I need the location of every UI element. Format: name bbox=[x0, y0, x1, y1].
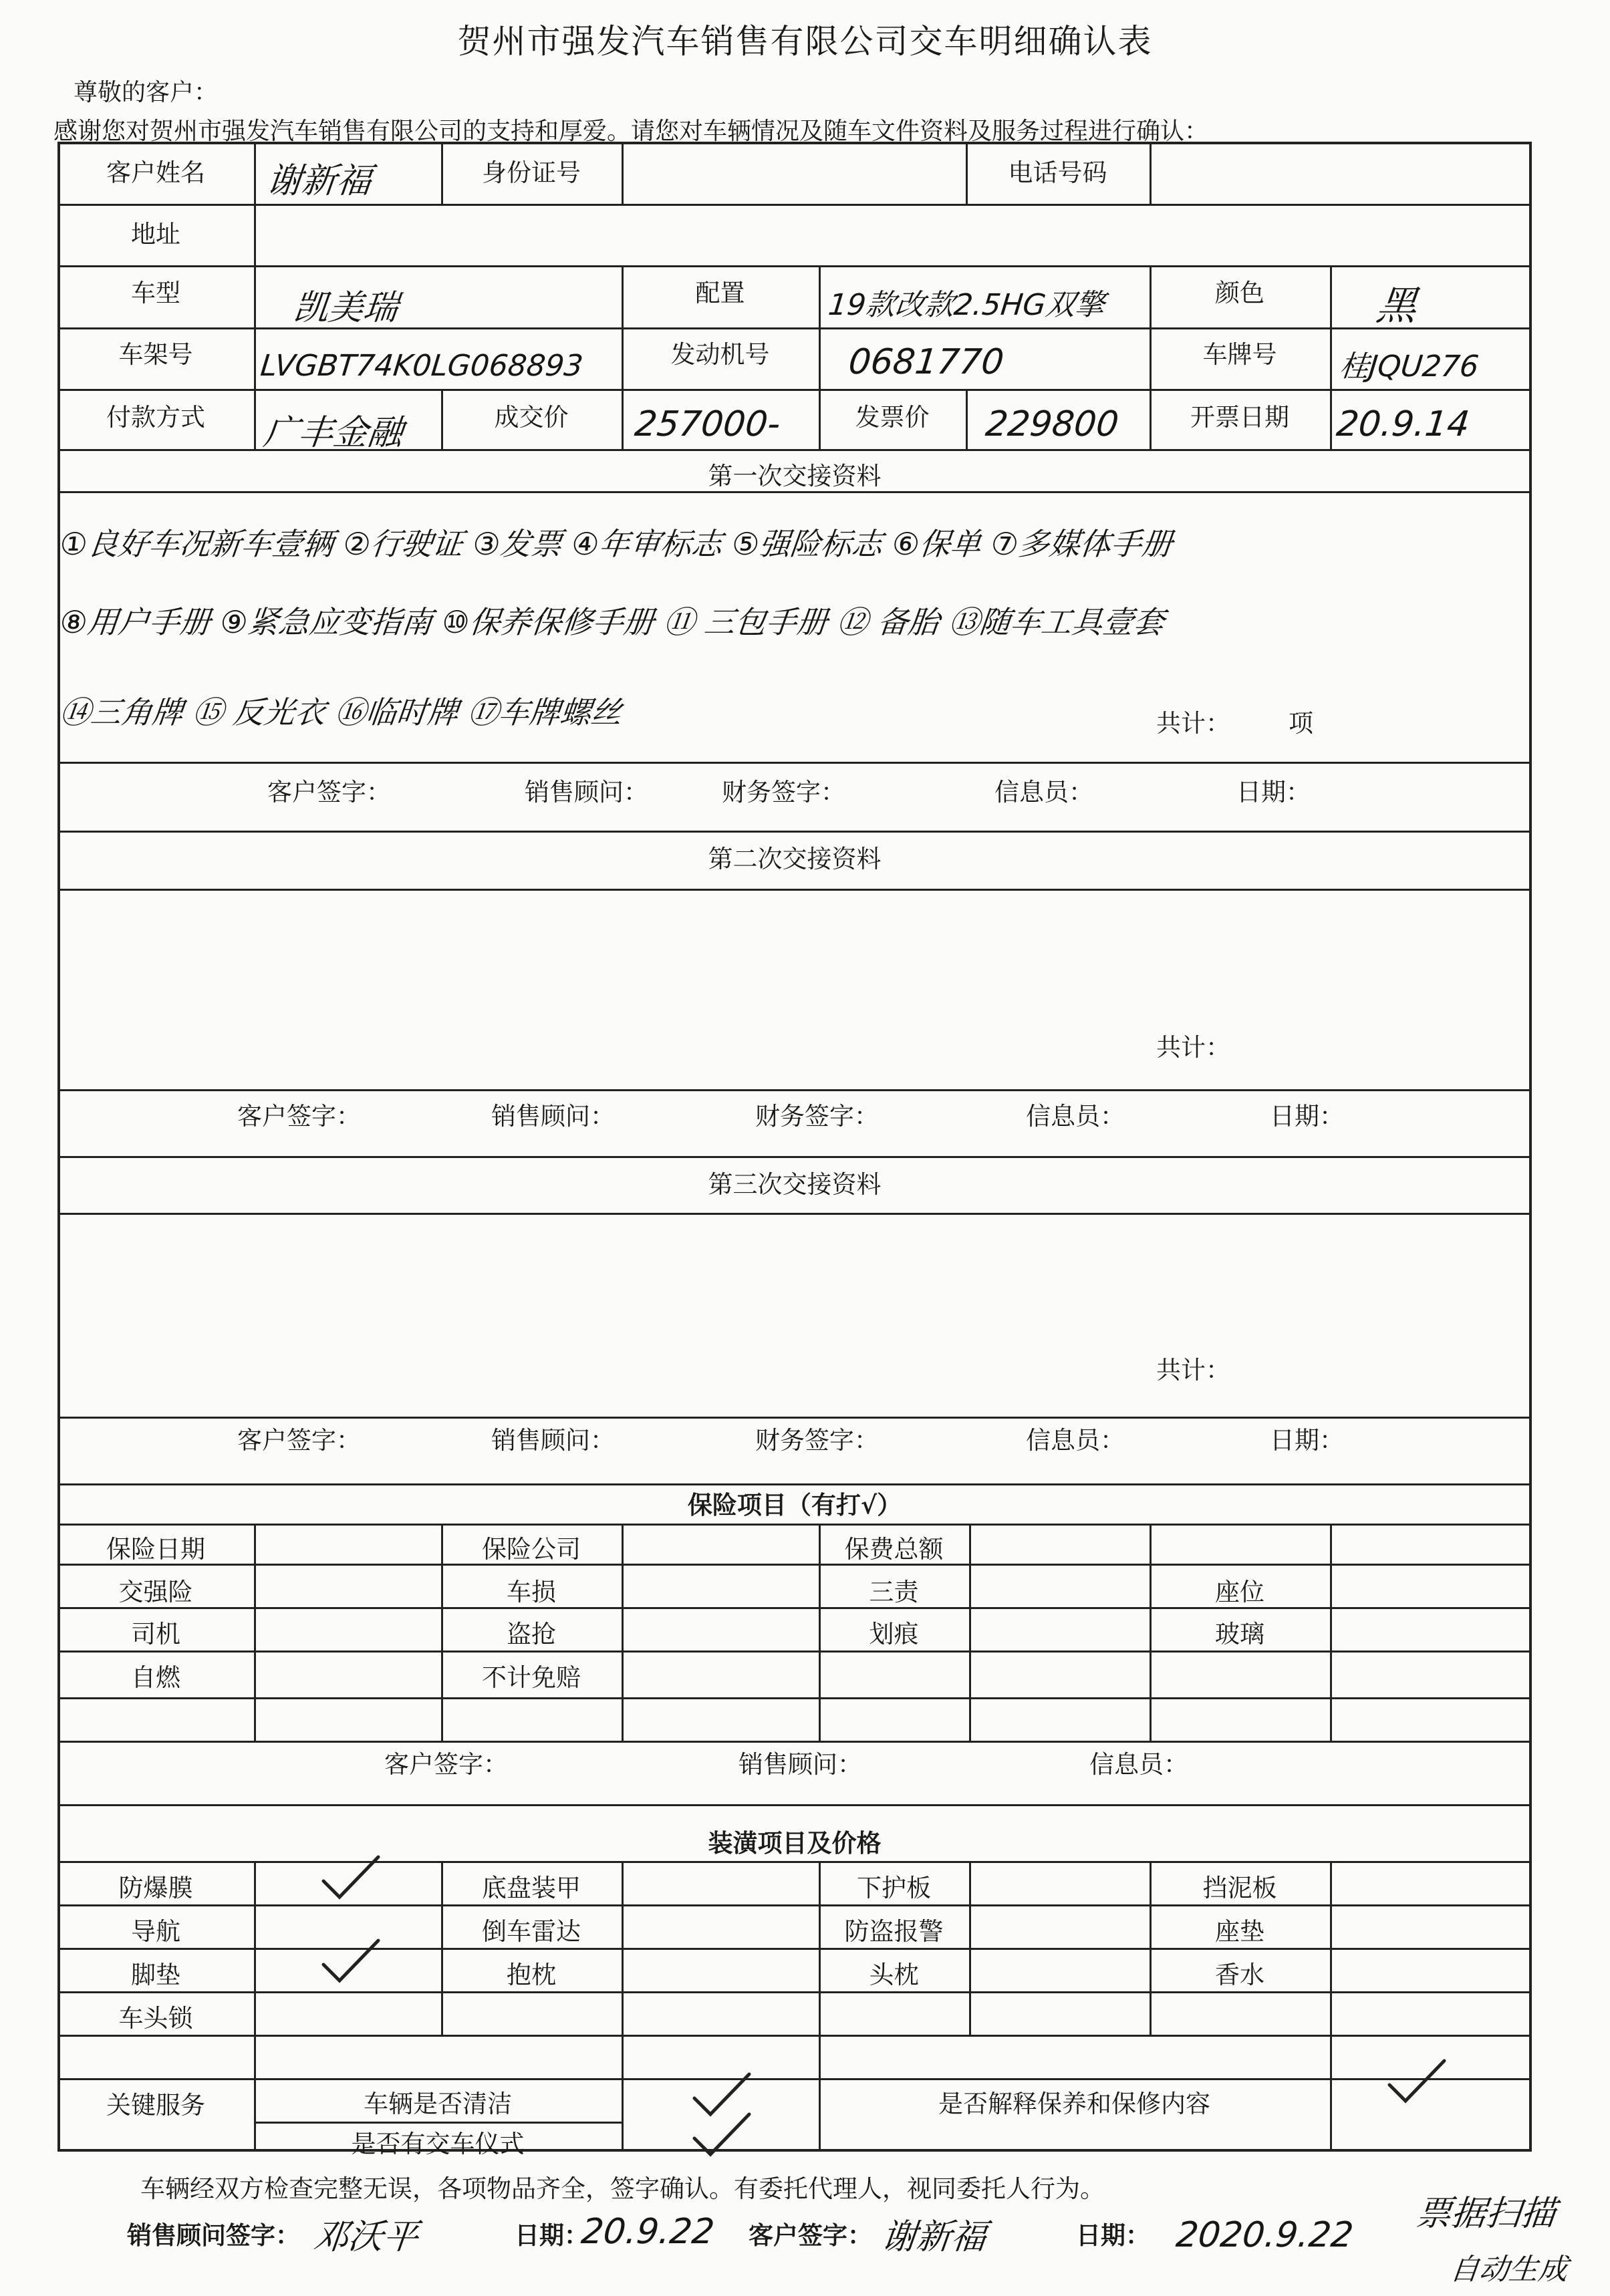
invoice-date-value: 20.9.14 bbox=[1334, 404, 1472, 444]
insurance-item: 盗抢 bbox=[507, 1620, 556, 1648]
engine-label: 发动机号 bbox=[670, 340, 770, 369]
deal-price-value: 257000- bbox=[632, 404, 783, 444]
insurance-sig-sales: 销售顾问： bbox=[739, 1750, 862, 1779]
vin-value: LVGBT74K0LG068893 bbox=[259, 349, 585, 383]
handover1-line3: ⑭三角牌 ⑮ 反光衣 ⑯临时牌 ⑰车牌螺丝 bbox=[57, 694, 624, 730]
customer-name-value: 谢新福 bbox=[265, 161, 374, 201]
handover1-sig-info: 信息员： bbox=[994, 778, 1093, 807]
document-title: 贺州市强发汽车销售有限公司交车明细确认表 bbox=[457, 22, 1153, 61]
greeting: 尊敬的客户： bbox=[74, 79, 219, 106]
handover3-sig-finance: 财务签字： bbox=[755, 1426, 879, 1455]
decoration-item: 下护板 bbox=[857, 1874, 931, 1902]
config-value: 19款改款2.5HG双擎 bbox=[826, 288, 1107, 322]
handover2-total-label: 共计： bbox=[1156, 1033, 1230, 1062]
insurance-item: 交强险 bbox=[118, 1578, 193, 1606]
plate-value: 桂JQU276 bbox=[1337, 349, 1481, 384]
handover1-total-unit: 项 bbox=[1289, 709, 1313, 738]
decoration-item: 底盘装甲 bbox=[482, 1874, 581, 1902]
decoration-item: 座垫 bbox=[1215, 1917, 1264, 1946]
check-mark-icon bbox=[692, 2112, 752, 2158]
sales-signature-label: 销售顾问签字： bbox=[127, 2220, 300, 2250]
decoration-item: 倒车雷达 bbox=[482, 1917, 581, 1946]
engine-value: 0681770 bbox=[846, 342, 1006, 382]
insurance-item: 车损 bbox=[507, 1578, 556, 1606]
handover1-sig-customer: 客户签字： bbox=[267, 778, 391, 807]
handover1-sig-finance: 财务签字： bbox=[722, 778, 845, 807]
customer-signature-label: 客户签字： bbox=[749, 2220, 872, 2250]
footer-date-label-2: 日期： bbox=[1076, 2220, 1150, 2250]
handover1-line1: ①良好车况新车壹辆 ②行驶证 ③发票 ④年审标志 ⑤强险标志 ⑥保单 ⑦多媒体手册 bbox=[57, 526, 1174, 562]
handover1-sig-date: 日期： bbox=[1236, 778, 1311, 807]
id-label: 身份证号 bbox=[482, 158, 581, 187]
service-clean-question: 车辆是否清洁 bbox=[364, 2090, 512, 2118]
color-label: 颜色 bbox=[1215, 279, 1264, 307]
check-mark-icon bbox=[321, 1854, 381, 1901]
footer-date-label-1: 日期： bbox=[515, 2220, 589, 2250]
footer-statement: 车辆经双方检查完整无误，各项物品齐全，签字确认。有委托代理人，视同委托人行为。 bbox=[140, 2174, 1105, 2203]
plate-label: 车牌号 bbox=[1202, 340, 1277, 369]
handover1-title: 第一次交接资料 bbox=[708, 462, 882, 490]
handover3-total-label: 共计： bbox=[1156, 1356, 1230, 1385]
model-value: 凯美瑞 bbox=[291, 288, 400, 328]
customer-name-label: 客户姓名 bbox=[106, 158, 205, 187]
decoration-item: 防盗报警 bbox=[844, 1917, 944, 1946]
phone-label: 电话号码 bbox=[1008, 158, 1107, 187]
insurance-date-label: 保险日期 bbox=[106, 1535, 205, 1564]
footer-date-value-1: 20.9.22 bbox=[579, 2212, 716, 2252]
handover3-sig-date: 日期： bbox=[1270, 1426, 1344, 1455]
service-ceremony-question: 是否有交车仪式 bbox=[351, 2130, 525, 2158]
decoration-item: 挡泥板 bbox=[1202, 1874, 1277, 1902]
invoice-date-label: 开票日期 bbox=[1190, 403, 1289, 432]
sales-signature-value: 邓沃平 bbox=[311, 2217, 420, 2257]
invoice-price-label: 发票价 bbox=[855, 403, 930, 432]
handover3-sig-sales: 销售顾问： bbox=[491, 1426, 615, 1455]
address-label: 地址 bbox=[131, 220, 180, 249]
insurance-title: 保险项目（有打√） bbox=[687, 1490, 902, 1520]
check-mark-icon bbox=[321, 1938, 381, 1985]
handover1-sig-sales: 销售顾问： bbox=[525, 778, 648, 807]
intro-text: 感谢您对贺州市强发汽车销售有限公司的支持和厚爱。请您对车辆情况及随车文件资料及服务过程进行确认： bbox=[53, 118, 1209, 145]
decoration-item: 导航 bbox=[131, 1917, 180, 1946]
handover2-sig-customer: 客户签字： bbox=[237, 1102, 361, 1131]
customer-signature-value: 谢新福 bbox=[880, 2217, 988, 2257]
decoration-item: 脚垫 bbox=[131, 1961, 180, 1989]
decoration-item: 头枕 bbox=[869, 1961, 919, 1989]
color-value: 黑 bbox=[1373, 283, 1420, 329]
insurance-item: 玻璃 bbox=[1215, 1620, 1264, 1648]
decoration-title: 装潢项目及价格 bbox=[708, 1828, 882, 1858]
handover1-total-label: 共计： bbox=[1156, 709, 1230, 738]
handover3-sig-info: 信息员： bbox=[1026, 1426, 1125, 1455]
handwritten-note-2: 自动生成 bbox=[1448, 2253, 1570, 2287]
insurance-sig-info: 信息员： bbox=[1089, 1750, 1188, 1779]
invoice-price-value: 229800 bbox=[983, 404, 1121, 444]
handover3-title: 第三次交接资料 bbox=[708, 1170, 882, 1199]
decoration-item: 车头锁 bbox=[118, 2004, 193, 2033]
decoration-item: 香水 bbox=[1215, 1961, 1264, 1989]
payment-method-label: 付款方式 bbox=[106, 403, 205, 432]
insurance-item: 司机 bbox=[131, 1620, 180, 1648]
model-label: 车型 bbox=[131, 279, 180, 307]
decoration-item: 抱枕 bbox=[507, 1961, 556, 1989]
insurance-item: 划痕 bbox=[869, 1620, 919, 1648]
decoration-item: 防爆膜 bbox=[118, 1874, 193, 1902]
service-maintenance-question: 是否解释保养和保修内容 bbox=[938, 2090, 1210, 2118]
check-mark-icon bbox=[1380, 2058, 1454, 2105]
vin-label: 车架号 bbox=[118, 340, 193, 369]
insurance-company-label: 保险公司 bbox=[482, 1535, 581, 1564]
insurance-premium-label: 保费总额 bbox=[844, 1535, 944, 1564]
insurance-item: 三责 bbox=[869, 1578, 919, 1606]
handover3-sig-customer: 客户签字： bbox=[237, 1426, 361, 1455]
insurance-sig-customer: 客户签字： bbox=[384, 1750, 508, 1779]
insurance-item: 座位 bbox=[1215, 1578, 1264, 1606]
insurance-item: 自燃 bbox=[131, 1663, 180, 1692]
handover1-line2: ⑧用户手册 ⑨紧急应变指南 ⑩保养保修手册 ⑪ 三包手册 ⑫ 备胎 ⑬随车工具壹套 bbox=[57, 604, 1166, 640]
payment-method-value: 广丰金融 bbox=[261, 413, 405, 453]
handover2-sig-date: 日期： bbox=[1270, 1102, 1344, 1131]
footer-date-value-2: 2020.9.22 bbox=[1174, 2215, 1355, 2255]
config-label: 配置 bbox=[695, 279, 745, 307]
key-service-label: 关键服务 bbox=[106, 2091, 205, 2120]
handover2-sig-sales: 销售顾问： bbox=[491, 1102, 615, 1131]
handover2-title: 第二次交接资料 bbox=[708, 845, 882, 873]
insurance-item: 不计免赔 bbox=[482, 1663, 581, 1692]
deal-price-label: 成交价 bbox=[494, 403, 569, 432]
handover2-sig-finance: 财务签字： bbox=[755, 1102, 879, 1131]
handover2-sig-info: 信息员： bbox=[1026, 1102, 1125, 1131]
handwritten-note: 票据扫描 bbox=[1414, 2194, 1558, 2234]
